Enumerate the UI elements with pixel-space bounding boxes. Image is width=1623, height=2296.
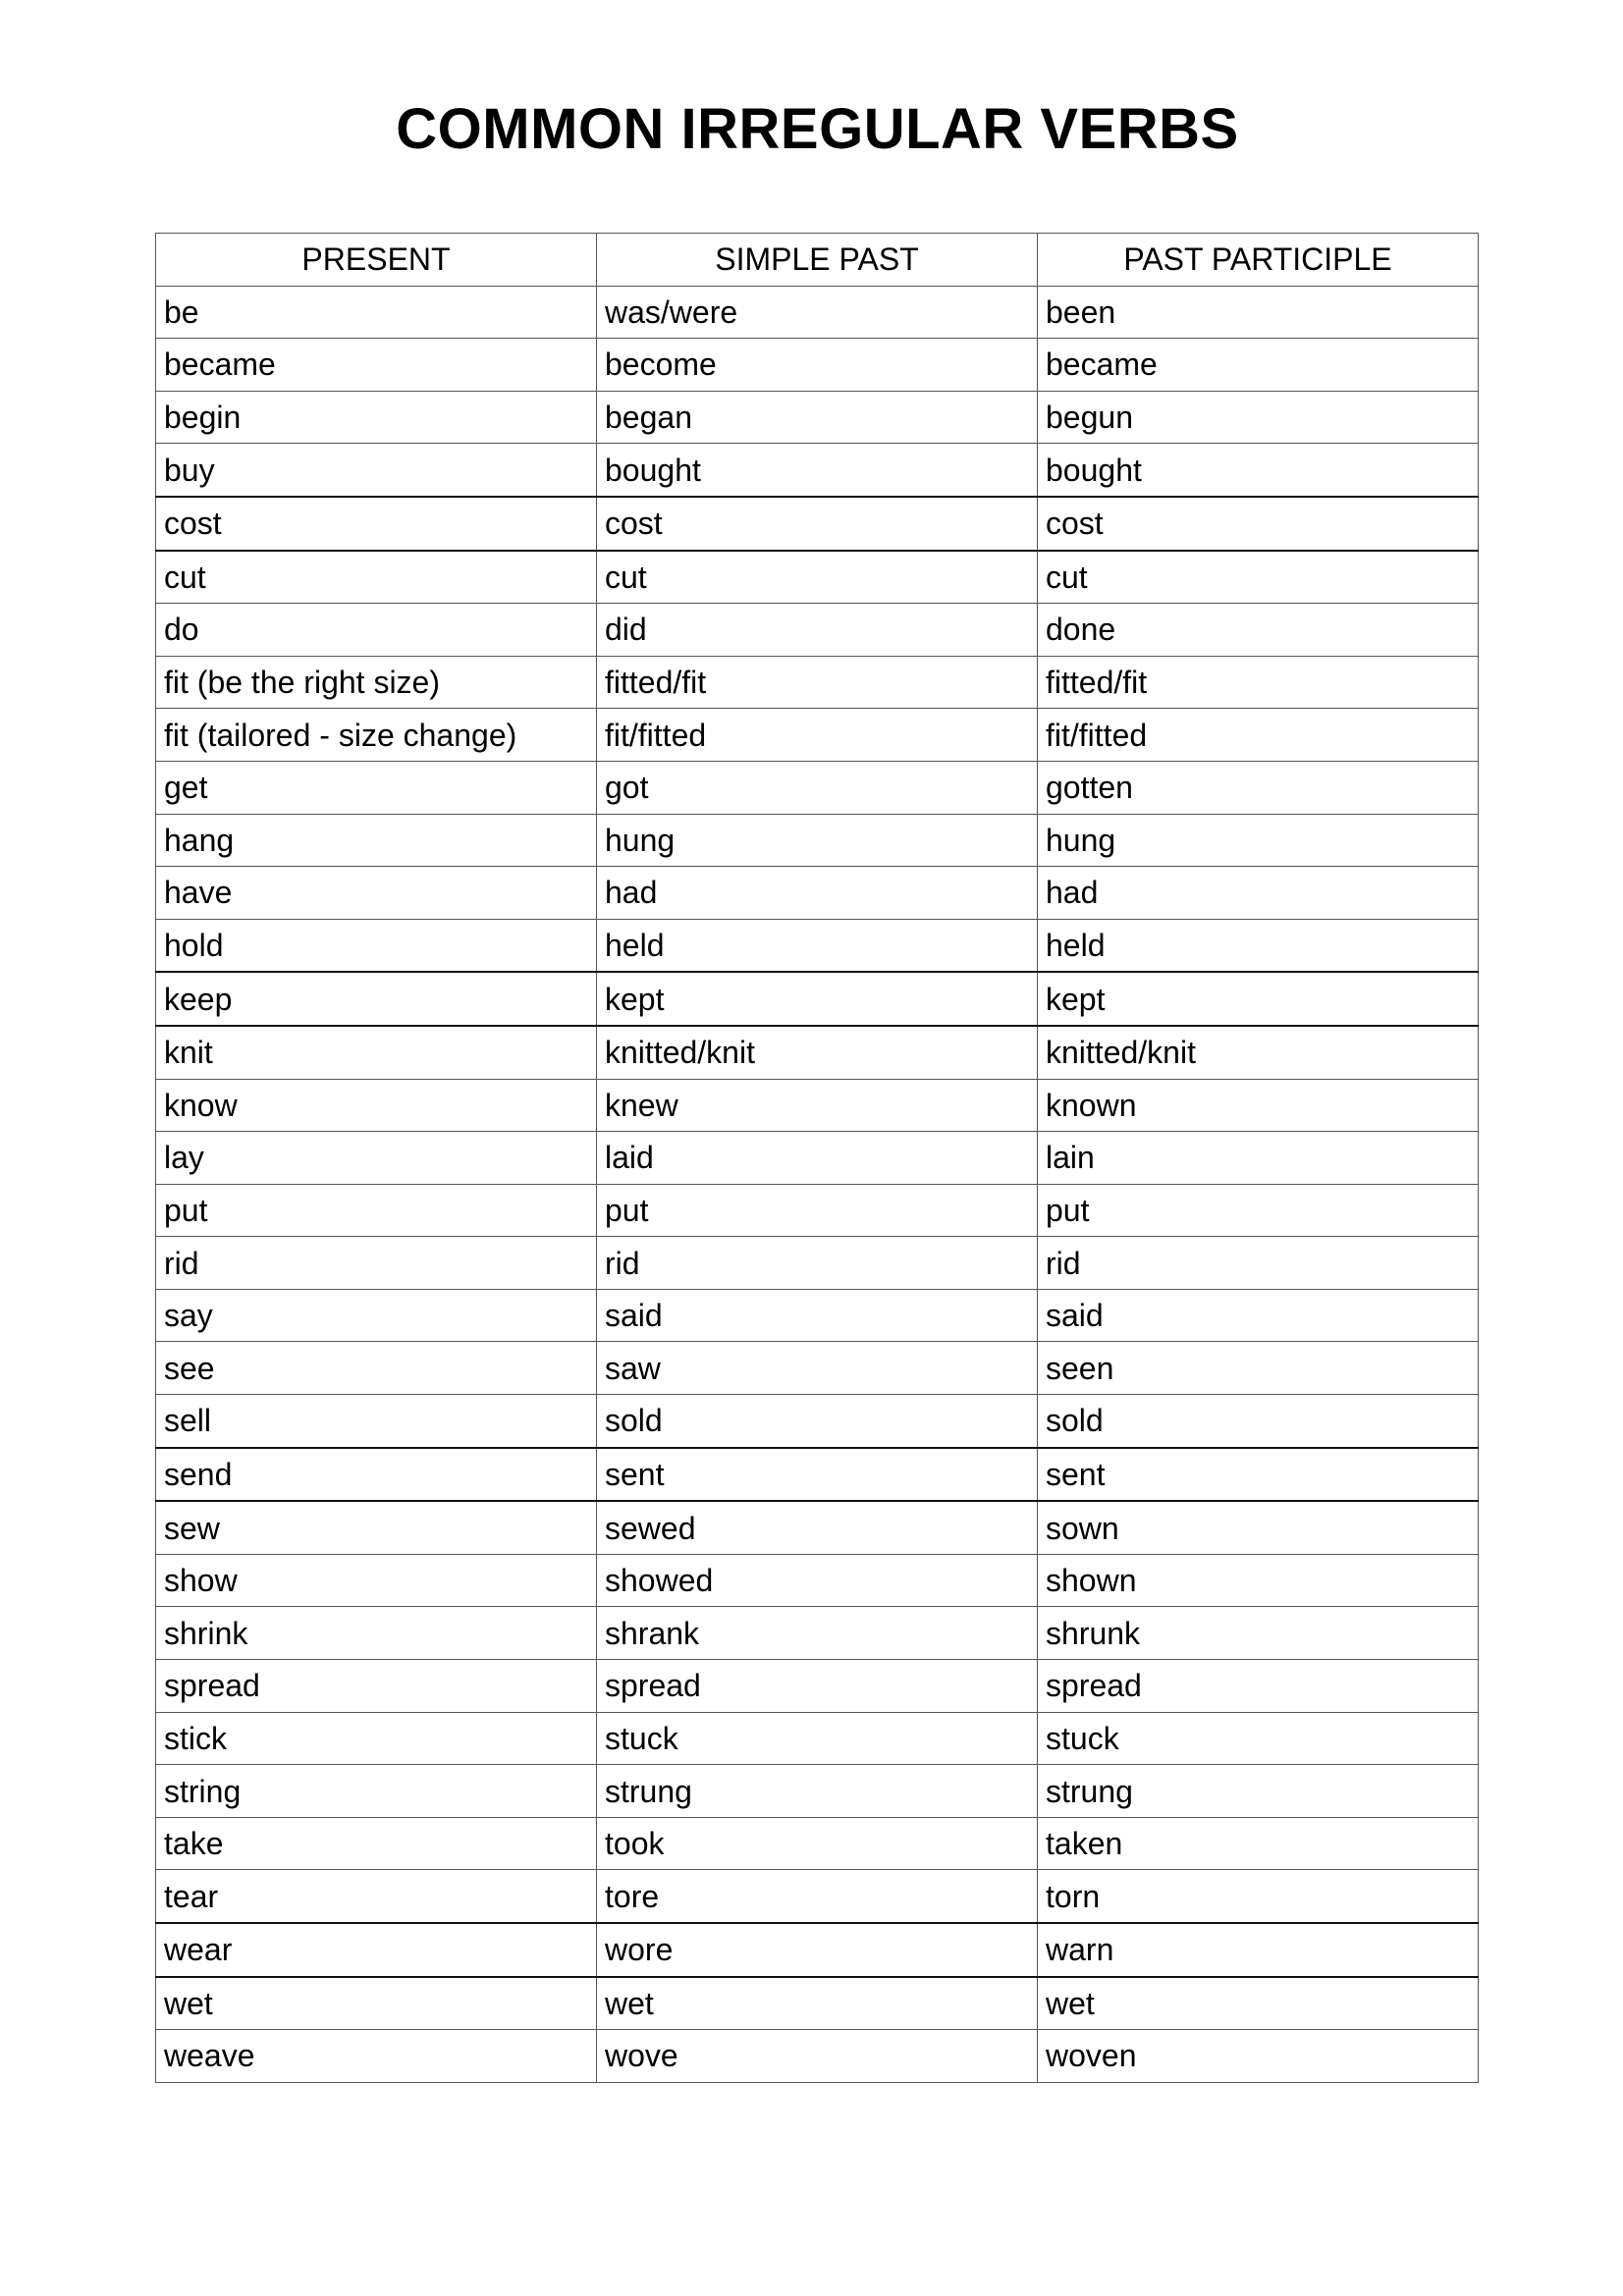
cell-present: cut	[156, 551, 597, 604]
cell-past-participle: strung	[1038, 1765, 1479, 1818]
table-row	[156, 1977, 1479, 2030]
table-row	[156, 339, 1479, 392]
header-past-participle: PAST PARTICIPLE	[1038, 234, 1479, 287]
cell-past-participle: been	[1038, 286, 1479, 339]
cell-simple-past: showed	[597, 1554, 1038, 1607]
cell-past-participle: sent	[1038, 1448, 1479, 1502]
table-row	[156, 604, 1479, 657]
cell-present: get	[156, 761, 597, 814]
table-row	[156, 919, 1479, 972]
table-row	[156, 656, 1479, 709]
cell-simple-past: knew	[597, 1079, 1038, 1132]
cell-past-participle: held	[1038, 919, 1479, 972]
cell-past-participle: gotten	[1038, 761, 1479, 814]
cell-present: string	[156, 1765, 597, 1818]
cell-simple-past: cut	[597, 551, 1038, 604]
cell-simple-past: sold	[597, 1395, 1038, 1448]
cell-simple-past: kept	[597, 972, 1038, 1026]
cell-present: take	[156, 1817, 597, 1870]
cell-past-participle: taken	[1038, 1817, 1479, 1870]
table-row	[156, 1660, 1479, 1713]
table-row	[156, 391, 1479, 444]
cell-present: spread	[156, 1660, 597, 1713]
cell-past-participle: cut	[1038, 551, 1479, 604]
table-row	[156, 1237, 1479, 1290]
cell-present: hold	[156, 919, 597, 972]
cell-present: became	[156, 339, 597, 392]
table-row	[156, 1079, 1479, 1132]
table-row	[156, 1554, 1479, 1607]
cell-present: wet	[156, 1977, 597, 2030]
table-row	[156, 1923, 1479, 1977]
table-body	[156, 286, 1479, 2082]
table-row	[156, 1026, 1479, 1079]
cell-past-participle: shrunk	[1038, 1607, 1479, 1660]
table-row	[156, 286, 1479, 339]
table-row	[156, 1817, 1479, 1870]
table-row	[156, 1607, 1479, 1660]
table-row	[156, 1184, 1479, 1237]
cell-present: shrink	[156, 1607, 597, 1660]
table-header-row	[156, 234, 1479, 287]
cell-past-participle: rid	[1038, 1237, 1479, 1290]
cell-past-participle: fit/fitted	[1038, 709, 1479, 762]
cell-simple-past: wove	[597, 2030, 1038, 2083]
cell-present: rid	[156, 1237, 597, 1290]
header-simple-past: SIMPLE PAST	[597, 234, 1038, 287]
cell-simple-past: bought	[597, 444, 1038, 497]
cell-present: sell	[156, 1395, 597, 1448]
cell-simple-past: laid	[597, 1132, 1038, 1185]
cell-past-participle: sold	[1038, 1395, 1479, 1448]
cell-present: have	[156, 867, 597, 920]
cell-past-participle: shown	[1038, 1554, 1479, 1607]
cell-past-participle: spread	[1038, 1660, 1479, 1713]
irregular-verbs-table	[155, 233, 1479, 2083]
cell-past-participle: wet	[1038, 1977, 1479, 2030]
cell-past-participle: known	[1038, 1079, 1479, 1132]
page-title: COMMON IRREGULAR VERBS	[396, 97, 1239, 161]
cell-past-participle: sown	[1038, 1501, 1479, 1554]
cell-past-participle: seen	[1038, 1342, 1479, 1395]
table-row	[156, 1395, 1479, 1448]
cell-simple-past: was/were	[597, 286, 1038, 339]
cell-present: keep	[156, 972, 597, 1026]
cell-simple-past: hung	[597, 814, 1038, 867]
cell-simple-past: fitted/fit	[597, 656, 1038, 709]
cell-simple-past: become	[597, 339, 1038, 392]
cell-past-participle: had	[1038, 867, 1479, 920]
table-row	[156, 1870, 1479, 1923]
cell-present: send	[156, 1448, 597, 1502]
cell-present: know	[156, 1079, 597, 1132]
cell-simple-past: said	[597, 1289, 1038, 1342]
cell-past-participle: warn	[1038, 1923, 1479, 1977]
cell-simple-past: sent	[597, 1448, 1038, 1502]
table-row	[156, 551, 1479, 604]
table-row	[156, 1712, 1479, 1765]
table-row	[156, 1448, 1479, 1502]
cell-past-participle: became	[1038, 339, 1479, 392]
cell-past-participle: fitted/fit	[1038, 656, 1479, 709]
cell-past-participle: torn	[1038, 1870, 1479, 1923]
cell-past-participle: said	[1038, 1289, 1479, 1342]
cell-past-participle: knitted/knit	[1038, 1026, 1479, 1079]
cell-present: wear	[156, 1923, 597, 1977]
table-row	[156, 1132, 1479, 1185]
cell-present: hang	[156, 814, 597, 867]
cell-simple-past: rid	[597, 1237, 1038, 1290]
table-row	[156, 2030, 1479, 2083]
cell-past-participle: stuck	[1038, 1712, 1479, 1765]
cell-present: put	[156, 1184, 597, 1237]
cell-simple-past: shrank	[597, 1607, 1038, 1660]
table-row	[156, 972, 1479, 1026]
cell-past-participle: woven	[1038, 2030, 1479, 2083]
cell-present: tear	[156, 1870, 597, 1923]
cell-simple-past: fit/fitted	[597, 709, 1038, 762]
cell-simple-past: spread	[597, 1660, 1038, 1713]
cell-simple-past: cost	[597, 497, 1038, 551]
cell-present: be	[156, 286, 597, 339]
table-row	[156, 444, 1479, 497]
cell-simple-past: knitted/knit	[597, 1026, 1038, 1079]
cell-present: sew	[156, 1501, 597, 1554]
cell-past-participle: hung	[1038, 814, 1479, 867]
table-row	[156, 867, 1479, 920]
cell-present: see	[156, 1342, 597, 1395]
cell-present: cost	[156, 497, 597, 551]
cell-present: show	[156, 1554, 597, 1607]
cell-simple-past: sewed	[597, 1501, 1038, 1554]
cell-present: do	[156, 604, 597, 657]
cell-present: weave	[156, 2030, 597, 2083]
cell-present: say	[156, 1289, 597, 1342]
cell-simple-past: stuck	[597, 1712, 1038, 1765]
cell-present: buy	[156, 444, 597, 497]
cell-present: stick	[156, 1712, 597, 1765]
cell-simple-past: took	[597, 1817, 1038, 1870]
cell-simple-past: did	[597, 604, 1038, 657]
table-row	[156, 709, 1479, 762]
cell-past-participle: begun	[1038, 391, 1479, 444]
cell-present: fit (tailored - size change)	[156, 709, 597, 762]
table-row	[156, 1765, 1479, 1818]
cell-simple-past: tore	[597, 1870, 1038, 1923]
cell-past-participle: done	[1038, 604, 1479, 657]
cell-simple-past: wore	[597, 1923, 1038, 1977]
table-row	[156, 761, 1479, 814]
cell-simple-past: had	[597, 867, 1038, 920]
cell-present: knit	[156, 1026, 597, 1079]
cell-present: lay	[156, 1132, 597, 1185]
table-row	[156, 1342, 1479, 1395]
cell-simple-past: got	[597, 761, 1038, 814]
cell-past-participle: lain	[1038, 1132, 1479, 1185]
table-row	[156, 497, 1479, 551]
table-row	[156, 814, 1479, 867]
header-present: PRESENT	[156, 234, 597, 287]
cell-past-participle: bought	[1038, 444, 1479, 497]
cell-simple-past: put	[597, 1184, 1038, 1237]
cell-simple-past: wet	[597, 1977, 1038, 2030]
cell-simple-past: began	[597, 391, 1038, 444]
cell-past-participle: put	[1038, 1184, 1479, 1237]
cell-simple-past: strung	[597, 1765, 1038, 1818]
table-row	[156, 1501, 1479, 1554]
cell-present: begin	[156, 391, 597, 444]
cell-simple-past: saw	[597, 1342, 1038, 1395]
cell-past-participle: cost	[1038, 497, 1479, 551]
cell-simple-past: held	[597, 919, 1038, 972]
cell-present: fit (be the right size)	[156, 656, 597, 709]
table-row	[156, 1289, 1479, 1342]
cell-past-participle: kept	[1038, 972, 1479, 1026]
